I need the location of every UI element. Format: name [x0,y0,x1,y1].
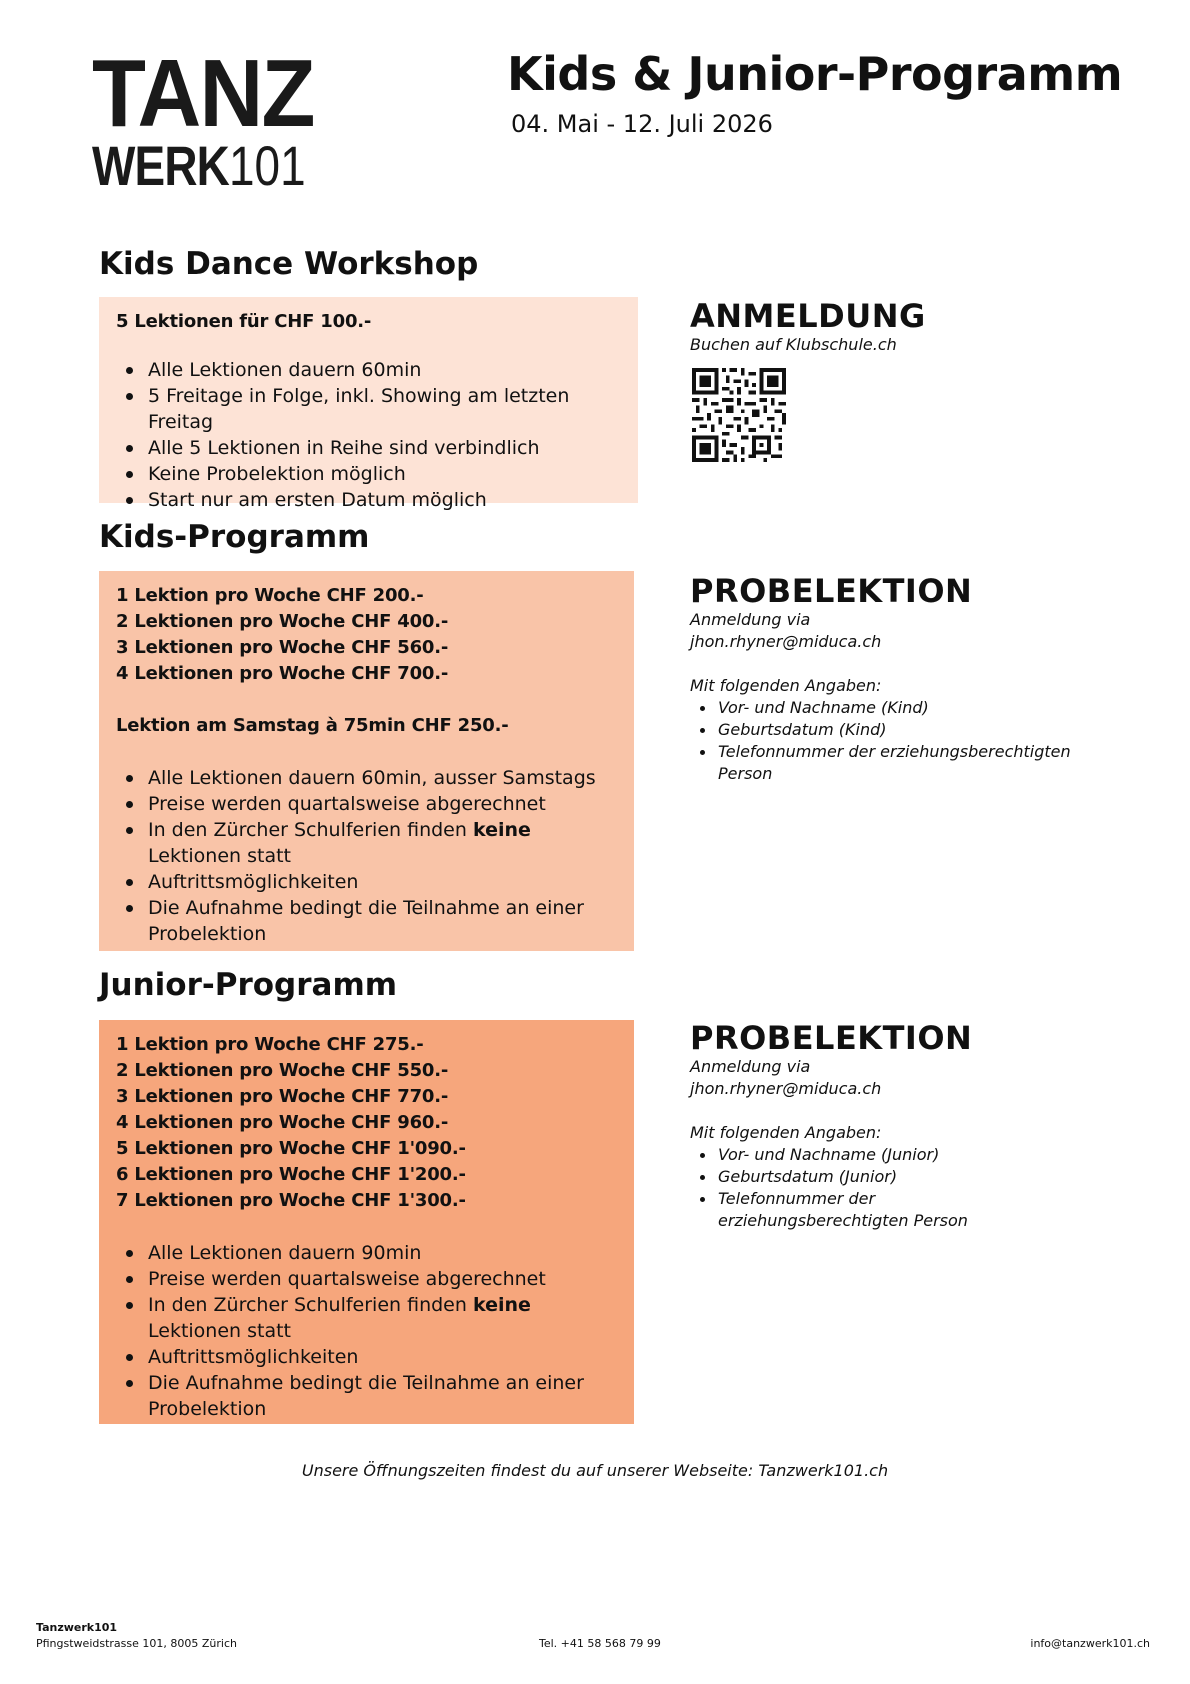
logo-werk: WERK [92,134,230,197]
logo-line-werk [92,134,306,197]
probelektion-intro: Mit folgenden Angaben: [690,1123,882,1142]
list-item: Geburtsdatum (Junior) [690,1166,990,1188]
list-item-emphasis: keine [472,819,531,841]
junior-price-4: 4 Lektionen pro Woche CHF 960.- [116,1112,449,1133]
list-item: Keine Probelektion möglich [116,461,622,487]
junior-program-box [99,1020,634,1424]
probelektion-via: Anmeldung via [690,610,811,629]
kids-saturday-price: Lektion am Samstag à 75min CHF 250.- [116,715,509,736]
opening-hours-note: Unsere Öffnungszeiten findest du auf unserer Webseite: Tanzwerk101.ch [301,1461,889,1480]
list-item: Preise werden quartalsweise abgerechnet [116,791,618,817]
kids-price-2: 2 Lektionen pro Woche CHF 400.- [116,611,449,632]
list-item-emphasis: keine [472,1294,531,1316]
workshop-title: Kids Dance Workshop [99,246,479,282]
footer-street: Pfingstweidstrasse 101, 8005 Zürich [36,1637,237,1650]
list-item: Start nur am ersten Datum möglich [116,487,622,513]
probelektion-via: Anmeldung via [690,1057,811,1076]
junior-price-1: 1 Lektion pro Woche CHF 275.- [116,1034,424,1055]
list-item: Geburtsdatum (Kind) [690,719,1110,741]
probelektion-kids-info [690,609,1110,785]
junior-price-3: 3 Lektionen pro Woche CHF 770.- [116,1086,449,1107]
list-item: Alle Lektionen dauern 60min [116,357,622,383]
tanzwerk-logo [92,40,322,197]
junior-bullet-list [116,1240,618,1422]
probelektion-intro: Mit folgenden Angaben: [690,676,882,695]
list-item: Die Aufnahme bedingt die Teilnahme an einer Probelektion [116,895,618,947]
probelektion-junior-list [690,1144,990,1232]
list-item-text: Lektionen statt [148,1320,292,1342]
kids-bullet-list [116,765,618,947]
probelektion-kids-list [690,697,1110,785]
list-item: Alle Lektionen dauern 60min, ausser Samstags [116,765,618,791]
list-item: Telefonnummer der erziehungsberechtigten Person [690,741,1110,785]
page-title: Kids & Junior-Programm [507,47,1123,101]
list-item-text: Lektionen statt [148,845,292,867]
footer-email[interactable]: info@tanzwerk101.ch [1030,1637,1150,1650]
list-item [116,817,618,869]
list-item: Auftrittsmöglichkeiten [116,1344,618,1370]
junior-program-title: Junior-Programm [99,967,398,1003]
list-item: Telefonnummer der erziehungsberechtigten Person [690,1188,990,1232]
probelektion-email-link[interactable]: jhon.rhyner@miduca.ch [690,632,882,651]
probelektion-kids-title: PROBELEKTION [690,572,973,610]
junior-price-6: 6 Lektionen pro Woche CHF 1'200.- [116,1164,466,1185]
qr-code-icon[interactable] [692,368,786,462]
list-item: Vor- und Nachname (Junior) [690,1144,990,1166]
list-item: Alle Lektionen dauern 90min [116,1240,618,1266]
junior-price-7: 7 Lektionen pro Woche CHF 1'300.- [116,1190,466,1211]
list-item-text: In den Zürcher Schulferien finden [148,819,473,841]
kids-price-3: 3 Lektionen pro Woche CHF 560.- [116,637,449,658]
kids-program-title: Kids-Programm [99,519,370,555]
workshop-box [99,297,638,511]
junior-price-2: 2 Lektionen pro Woche CHF 550.- [116,1060,449,1081]
probelektion-junior-title: PROBELEKTION [690,1019,973,1057]
list-item [116,1292,618,1344]
footer-address [36,1620,237,1652]
probelektion-junior-info [690,1056,990,1232]
probelektion-email-link[interactable]: jhon.rhyner@miduca.ch [690,1079,882,1098]
logo-101: 101 [229,134,306,197]
anmeldung-title: ANMELDUNG [690,297,926,335]
junior-price-5: 5 Lektionen pro Woche CHF 1'090.- [116,1138,466,1159]
workshop-bullet-list [116,357,622,513]
list-item: 5 Freitage in Folge, inkl. Showing am letzten Freitag [116,383,622,435]
footer-company-name: Tanzwerk101 [36,1621,118,1634]
footer-phone[interactable]: Tel. +41 58 568 79 99 [539,1637,661,1650]
anmeldung-text: Buchen auf Klubschule.ch [690,335,897,354]
kids-price-1: 1 Lektion pro Woche CHF 200.- [116,585,424,606]
list-item: Die Aufnahme bedingt die Teilnahme an einer Probelektion [116,1370,618,1422]
list-item-text: In den Zürcher Schulferien finden [148,1294,473,1316]
kids-program-box [99,571,634,951]
kids-price-4: 4 Lektionen pro Woche CHF 700.- [116,663,449,684]
list-item: Vor- und Nachname (Kind) [690,697,1110,719]
list-item: Alle 5 Lektionen in Reihe sind verbindlich [116,435,622,461]
date-range: 04. Mai - 12. Juli 2026 [511,110,773,138]
workshop-price: 5 Lektionen für CHF 100.- [116,311,372,332]
list-item: Auftrittsmöglichkeiten [116,869,618,895]
logo-line-tanz: TANZ [92,40,314,147]
list-item: Preise werden quartalsweise abgerechnet [116,1266,618,1292]
